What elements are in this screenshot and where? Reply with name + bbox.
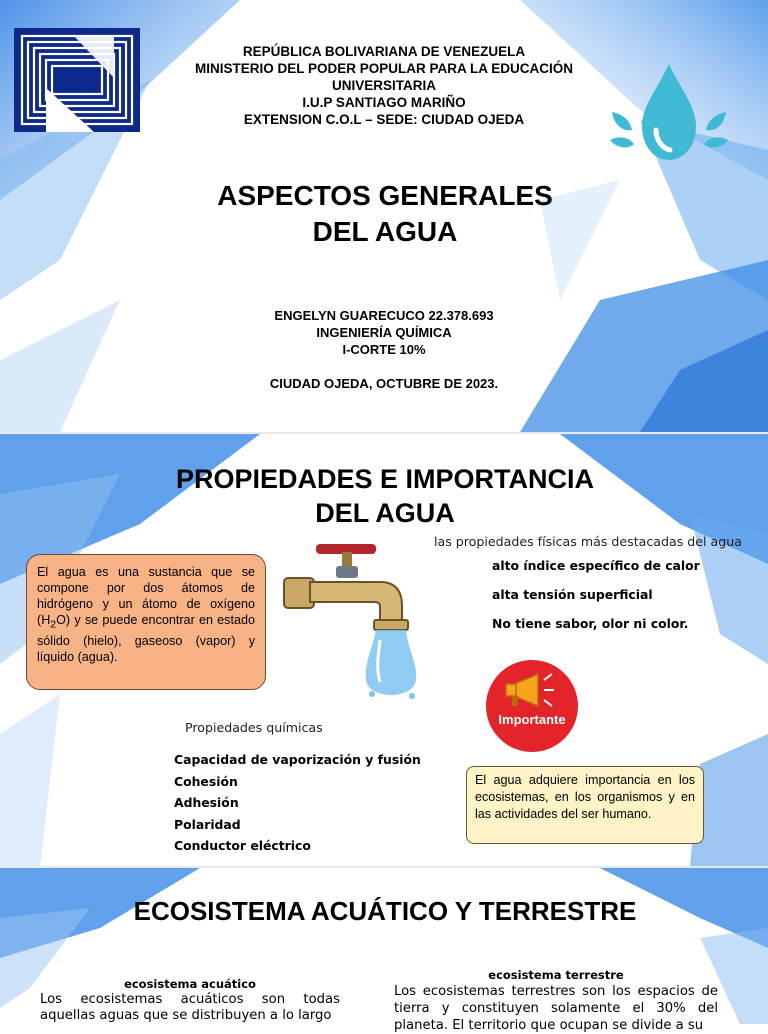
list-item: alto índice específico de calor: [492, 558, 700, 573]
header-line: I.U.P SANTIAGO MARIÑO: [302, 95, 466, 110]
list-item: Cohesión: [174, 773, 238, 789]
aquatic-text: Los ecosistemas acuáticos son todas aquellas aguas que se distribuyen a lo largo: [40, 992, 340, 1023]
terrestrial-text: Los ecosistemas terrestres son los espacios de tierra y constituyen solamente el 30% del planeta. El territorio que ocupan se divide a su: [394, 984, 718, 1033]
cover-title-line: ASPECTOS GENERALES: [217, 180, 553, 211]
megaphone-icon: [486, 660, 578, 752]
important-badge: [486, 660, 578, 752]
definition-text-end: O) y se puede encontrar en estado sólido (hielo), gaseoso (vapor) y líquido (agua).: [37, 613, 255, 664]
water-definition-callout: [26, 554, 266, 690]
institution-logo-icon: [14, 28, 140, 132]
cover-date: CIUDAD OJEDA, OCTUBRE DE 2023.: [269, 376, 499, 391]
properties-title-line: PROPIEDADES E IMPORTANCIA: [175, 464, 595, 494]
author-info: [150, 307, 618, 358]
properties-title: [120, 462, 650, 530]
chemical-properties-list: [174, 752, 421, 860]
author-name: ENGELYN GUARECUCO 22.378.693: [274, 308, 494, 323]
faucet-icon: [280, 540, 426, 706]
cover-title: [140, 178, 630, 250]
slide-cover: [0, 0, 768, 432]
slide-ecosystems: [0, 868, 768, 1033]
list-item: Capacidad de vaporización y fusión: [174, 752, 421, 767]
header-line: UNIVERSITARIA: [331, 78, 436, 93]
chemical-properties-caption: Propiedades químicas: [185, 720, 323, 735]
institution-header: [150, 43, 618, 128]
physical-properties-list: [492, 558, 700, 645]
definition-text: El agua es una sustancia que se compone por dos átomos de hidrógeno y un átomo de oxígeno (H: [37, 565, 255, 627]
properties-title-line: DEL AGUA: [315, 498, 455, 528]
list-item: Conductor eléctrico: [174, 838, 311, 853]
terrestrial-heading: ecosistema terrestre: [488, 968, 624, 982]
author-term: I-CORTE 10%: [342, 342, 426, 357]
important-label: Importante: [498, 712, 566, 727]
list-item: alta tensión superficial: [492, 587, 653, 602]
header-line: MINISTERIO DEL PODER POPULAR PARA LA EDUCACIÓN: [194, 61, 574, 76]
subscript-two: 2: [50, 618, 57, 631]
cover-title-line: DEL AGUA: [312, 216, 458, 247]
header-line: REPÚBLICA BOLIVARIANA DE VENEZUELA: [242, 44, 526, 59]
importance-callout: El agua adquiere importancia en los ecosistemas, en los organismos y en las actividades del ser humano.: [466, 766, 704, 844]
list-item: Adhesión: [174, 795, 239, 810]
list-item: Polaridad: [174, 816, 241, 832]
physical-properties-caption: las propiedades físicas más destacadas del agua: [434, 534, 742, 549]
header-line: EXTENSION C.O.L – SEDE: CIUDAD OJEDA: [243, 112, 525, 127]
water-drop-icon: [606, 60, 732, 166]
aquatic-heading: ecosistema acuático: [124, 977, 256, 991]
slide-properties: [0, 434, 768, 866]
ecosystems-title: ECOSISTEMA ACUÁTICO Y TERRESTRE: [133, 896, 637, 926]
author-career: INGENIERÍA QUÍMICA: [316, 325, 452, 340]
list-item: No tiene sabor, olor ni color.: [492, 616, 689, 631]
